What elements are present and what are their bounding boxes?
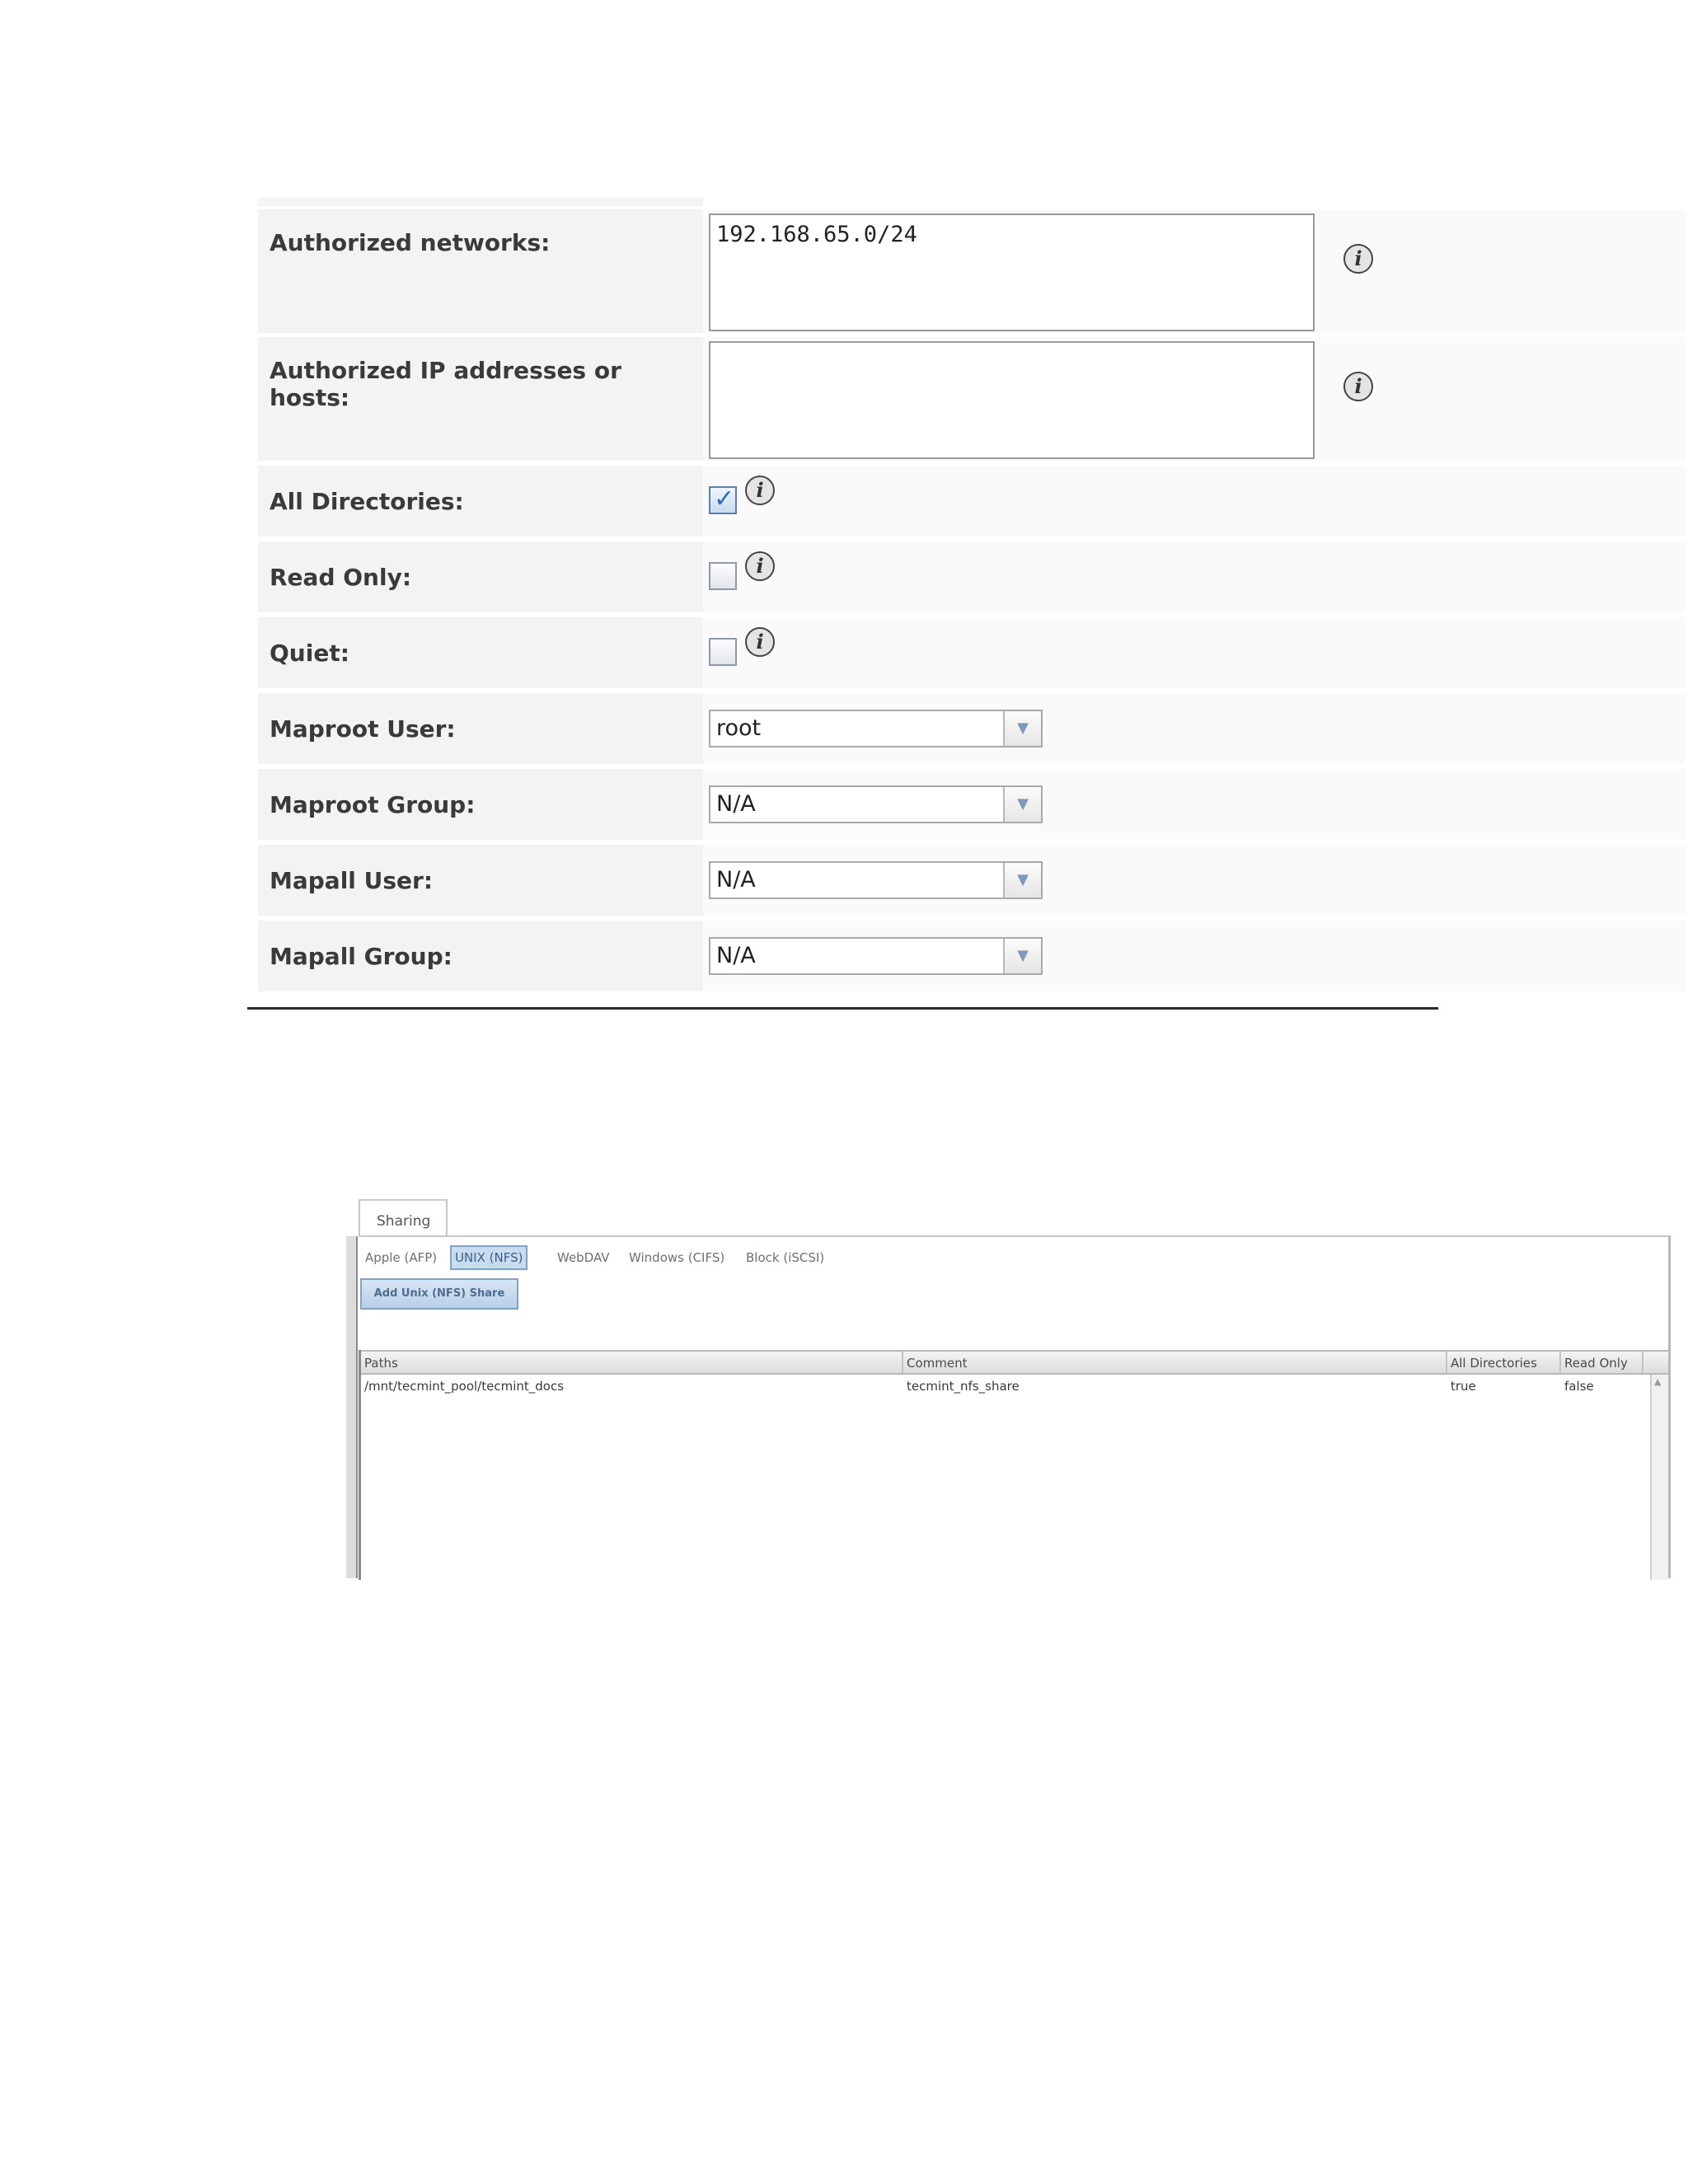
row-mapall-user <box>258 845 1686 916</box>
column-header-all-directories[interactable]: All Directories <box>1447 1352 1561 1373</box>
divider <box>247 1007 1438 1010</box>
table-row[interactable] <box>361 1375 1668 1398</box>
mapall-group-field-cell <box>703 921 1686 991</box>
maproot-user-value: root <box>716 715 762 741</box>
row-read-only <box>258 541 1686 612</box>
info-icon[interactable]: i <box>745 627 775 657</box>
cell-read-only: false <box>1564 1379 1594 1394</box>
authorized-hosts-field-cell <box>703 337 1686 461</box>
sharing-panel <box>359 1235 1671 1578</box>
maproot-user-select[interactable] <box>709 710 1043 748</box>
mapall-user-value: N/A <box>716 867 756 893</box>
authorized-networks-label: Authorized networks: <box>258 209 703 333</box>
mapall-user-select[interactable] <box>709 861 1043 899</box>
subtab-webdav[interactable]: WebDAV <box>557 1250 610 1265</box>
quiet-field-cell <box>703 617 1686 688</box>
left-frame-bar <box>346 1236 358 1578</box>
authorized-hosts-label: Authorized IP addresses or hosts: <box>258 337 703 461</box>
chevron-down-icon[interactable]: ▼ <box>1003 711 1041 746</box>
authorized-networks-textarea[interactable]: 192.168.65.0/24 <box>709 213 1315 331</box>
nfs-share-form <box>247 198 1686 1010</box>
grid-scrollbar[interactable] <box>1650 1375 1668 1580</box>
sharing-panel-screenshot <box>346 1199 1672 1578</box>
row-maproot-group <box>258 769 1686 840</box>
row-all-directories <box>258 466 1686 537</box>
chevron-down-icon[interactable]: ▼ <box>1003 939 1041 973</box>
mapall-user-label: Mapall User: <box>258 845 703 916</box>
subtab-apple-afp[interactable]: Apple (AFP) <box>365 1250 438 1265</box>
subtab-unix-nfs[interactable]: UNIX (NFS) <box>450 1245 528 1270</box>
add-unix-nfs-share-button[interactable]: Add Unix (NFS) Share <box>360 1278 518 1310</box>
row-mapall-group <box>258 921 1686 991</box>
cell-path: /mnt/tecmint_pool/tecmint_docs <box>364 1379 565 1394</box>
mapall-group-label: Mapall Group: <box>258 921 703 991</box>
row-quiet <box>258 617 1686 688</box>
read-only-field-cell <box>703 541 1686 612</box>
info-icon[interactable]: i <box>1343 372 1373 401</box>
all-directories-field-cell <box>703 466 1686 537</box>
quiet-checkbox[interactable] <box>709 638 737 666</box>
row-authorized-hosts <box>258 337 1686 461</box>
quiet-label: Quiet: <box>258 617 703 688</box>
maproot-group-value: N/A <box>716 791 756 817</box>
grid-header <box>361 1350 1668 1375</box>
form-top-strip <box>258 198 703 206</box>
info-icon[interactable]: i <box>1343 244 1373 274</box>
mapall-group-value: N/A <box>716 943 756 968</box>
tab-sharing[interactable]: Sharing <box>359 1199 448 1237</box>
all-directories-checkbox[interactable] <box>709 486 737 514</box>
mapall-group-select[interactable] <box>709 937 1043 975</box>
all-directories-label: All Directories: <box>258 466 703 537</box>
maproot-user-field-cell <box>703 693 1686 764</box>
cell-all-directories: true <box>1451 1379 1476 1394</box>
authorized-hosts-textarea[interactable] <box>709 341 1315 459</box>
maproot-group-field-cell <box>703 769 1686 840</box>
row-authorized-networks <box>258 209 1686 333</box>
maproot-group-label: Maproot Group: <box>258 769 703 840</box>
chevron-down-icon[interactable]: ▼ <box>1003 863 1041 898</box>
check-icon: ✓ <box>714 485 735 513</box>
maproot-user-label: Maproot User: <box>258 693 703 764</box>
info-icon[interactable]: i <box>745 476 775 505</box>
mapall-user-field-cell <box>703 845 1686 916</box>
read-only-label: Read Only: <box>258 541 703 612</box>
row-maproot-user <box>258 693 1686 764</box>
read-only-checkbox[interactable] <box>709 562 737 590</box>
column-header-paths[interactable]: Paths <box>361 1352 903 1373</box>
nfs-shares-grid <box>359 1350 1668 1580</box>
maproot-group-select[interactable] <box>709 785 1043 823</box>
subtab-block-iscsi[interactable]: Block (iSCSI) <box>746 1250 825 1265</box>
info-icon[interactable]: i <box>745 551 775 581</box>
subtab-windows-cifs[interactable]: Windows (CIFS) <box>629 1250 725 1265</box>
chevron-down-icon[interactable]: ▼ <box>1003 787 1041 822</box>
column-header-read-only[interactable]: Read Only <box>1561 1352 1643 1373</box>
authorized-networks-field-cell <box>703 209 1686 333</box>
column-header-comment[interactable]: Comment <box>903 1352 1447 1373</box>
cell-comment: tecmint_nfs_share <box>907 1379 1020 1394</box>
scroll-up-icon[interactable]: ▲ <box>1654 1376 1662 1387</box>
